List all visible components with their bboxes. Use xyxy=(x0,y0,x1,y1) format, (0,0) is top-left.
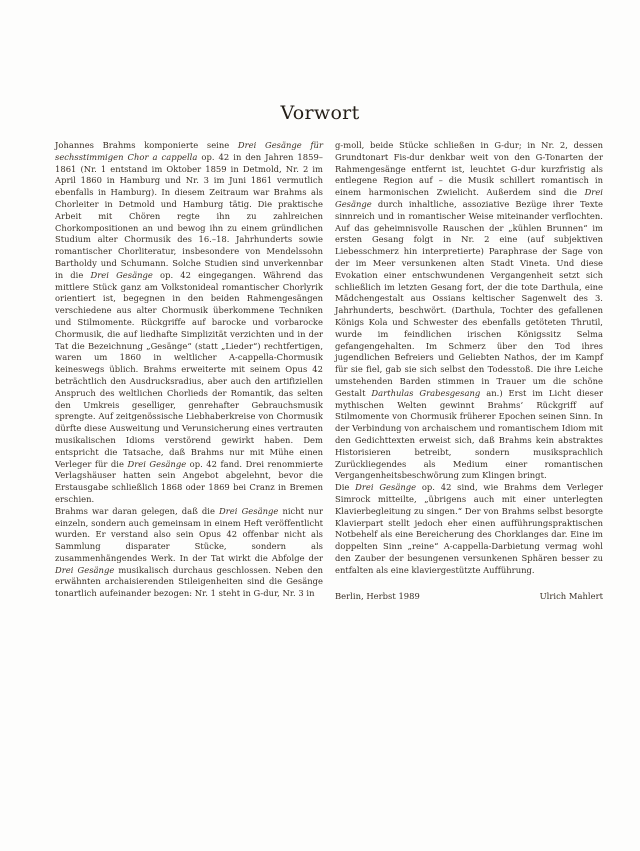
column-left xyxy=(55,140,323,603)
column-right xyxy=(335,140,603,603)
text-segment: op. 42 sind, wie Brahms dem Verleger Simrock mitteilte, „übrigens auch mit einer unterlegten Klavierbegleitung zu singen.“ Der von Brahms selbst besorgte Klavierpart stellt jedoch eher einen aufführungspraktischen Notbehelf als eine Bereicherung des Chorklanges dar. Eine im doppelten Sinn „reine“ A-cappella-Darbietung vermag wohl den Zauber der besungenen versunkenen Sphären besser zu entfalten als eine klaviergestützte Aufführung. xyxy=(335,482,604,575)
text-segment: nicht nur einzeln, sondern auch gemeinsam in einem Heft veröffentlicht wurden. Er verstand also sein Opus 42 offenbar nicht als Sammlung disparater Stücke, sondern als zusammenhängendes Werk. In der Tat wirkt die Abfolge der xyxy=(55,505,324,563)
work-title-italic: Drei Gesänge xyxy=(219,505,279,516)
work-title-italic: Drei Gesänge xyxy=(355,482,417,493)
paragraph xyxy=(55,140,323,506)
paragraph xyxy=(335,482,603,576)
paragraph xyxy=(55,506,323,600)
column-right-paragraphs xyxy=(335,140,603,576)
work-title-italic: Drei Gesänge xyxy=(127,458,187,469)
work-title-italic: Drei Gesänge xyxy=(335,187,603,209)
text-segment: durch inhaltliche, assoziative Bezüge ihrer Texte sinnreich und in romantischer Weise miteinander verflochten. Auf das geheimnisvolle Rauschen der „kühlen Brunnen“ im ersten Gesang folgt in Nr. 2 eine (auf subjektiven Liebesschmerz hin interpretierte) Paraphrase der Sage von der im Meer versunkenen alten Stadt Vineta. Und diese Evokation einer entschwundenen Vergangenheit setzt sich schließlich im letzten Gesang fort, der die tote Darthula, eine Mädchengestalt aus Ossians keltischer Sagenwelt des 3. Jahrhunderts, beschwört. (Darthula, Tochter des gefallenen Königs Kola und Schwester des ebenfalls getöteten Thrutil, wurde im feindlichen irischen Königssitz Selma gefangengehalten. Im Schmerz über den Tod ihres jugendlichen Befreiers und Geliebten Nathos, der im Kampf für sie fiel, gab sie sich selbst den Todesstoß. Die ihre Leiche umstehenden Barden stimmen in Trauer um die schöne Gestalt xyxy=(335,198,603,398)
work-title-italic: Drei Gesänge xyxy=(90,269,153,280)
text-columns xyxy=(55,140,602,603)
signature-row xyxy=(335,591,603,603)
signature-author: Ulrich Mahlert xyxy=(539,591,603,602)
page-title: Vorwort xyxy=(280,102,360,124)
work-title-italic: Drei Gesänge für sechsstimmigen Chor a cappella xyxy=(55,140,323,162)
signature-place-date: Berlin, Herbst 1989 xyxy=(335,591,420,602)
work-title-italic: Drei Gesänge xyxy=(55,564,115,575)
text-segment: Brahms war daran gelegen, daß die xyxy=(55,505,220,516)
text-segment: musikalisch durchaus geschlossen. Neben den erwähnten archaisierenden Stileigenheiten sind die Gesänge tonartlich aufeinander bezogen: Nr. 1 steht in G-dur, Nr. 3 in xyxy=(55,564,323,599)
paragraph xyxy=(335,140,603,482)
text-segment: op. 42 in den Jahren 1859–1861 (Nr. 1 entstand im Oktober 1859 in Detmold, Nr. 2 im April 1860 in Hamburg und Nr. 3 im Juni 1861 vermutlich ebenfalls in Hamburg). In diesem Zeitraum war Brahms als Chorleiter in Detmold und Hamburg tätig. Die praktische Arbeit mit Chören regte ihn zu zahlreichen Chorkompositionen an und bewog ihn zu einem gründlichen Studium alter Chormusik des 16.–18. Jahrhunderts sowie romantischer Chorliteratur, insbesondere von Mendelssohn Bartholdy und Schumann. Solche Studien sind unverkennbar in die xyxy=(55,151,323,280)
text-segment: an.) Erst im Licht dieser mythischen Welten gewinnt Brahms’ Rückgriff auf Stilmomente von Chormusik früherer Epochen seinen Sinn. In der Verbindung von archaischem und romantischem Idiom mit den Gedichttexten erweist sich, daß Brahms kein abstraktes Historisieren betreibt, sondern musiksprachlich Zurückliegendes als Medium einer romantischen Vergangenheitsbeschwörung zum Klingen bringt. xyxy=(335,387,604,481)
text-segment: Johannes Brahms komponierte seine xyxy=(55,140,238,150)
text-segment: Die xyxy=(335,482,356,493)
work-title-italic: Darthulas Grabesgesang xyxy=(371,387,481,398)
text-segment: op. 42 eingegangen. Während das mittlere Stück ganz am Volkstonideal romantischer Chorlyrik orientiert ist, begegnen in den beiden Rahmengesängen verschiedene aus alter Chormusik überkommene Techniken und Stilmomente. Rückgriffe auf barocke und vorbarocke Chormusik, die auf liedhafte Simplizität verzichten und in der Tat die Bezeichnung „Gesänge“ (statt „Lieder“) rechtfertigen, waren um 1860 in weltlicher A-cappella-Chormusik keineswegs üblich. Brahms erweiterte mit seinem Opus 42 beträchtlich den Ausdrucksradius, aber auch den artifiziellen Anspruch des weltlichen Chorlieds der Romantik, das selten den Umkreis geselliger, genrehafter Gebrauchsmusik sprengte. Auf zeitgenössische Liebhaberkreise von Chormusik dürfte diese Ausweitung und Verunsicherung eines vertrauten musikalischen Idioms verstörend gewirkt haben. Dem entspricht die Tatsache, daß Brahms nur mit Mühe einen Verleger für die xyxy=(55,269,323,469)
text-segment: g-moll, beide Stücke schließen in G-dur; in Nr. 2, dessen Grundtonart Fis-dur denkbar weit von den G-Tonarten der Rahmengesänge entfernt ist, leuchtet G-dur kurzfristig als entlegene Region auf – die Musik schillert romantisch in einem harmonischen Zwielicht. Außerdem sind die xyxy=(335,140,603,198)
text-segment: op. 42 fand. Drei renommierte Verlagshäuser hatten sein Angebot abgelehnt, bevor die Erstausgabe schließlich 1868 oder 1869 bei Cranz in Bremen erschien. xyxy=(55,458,323,504)
